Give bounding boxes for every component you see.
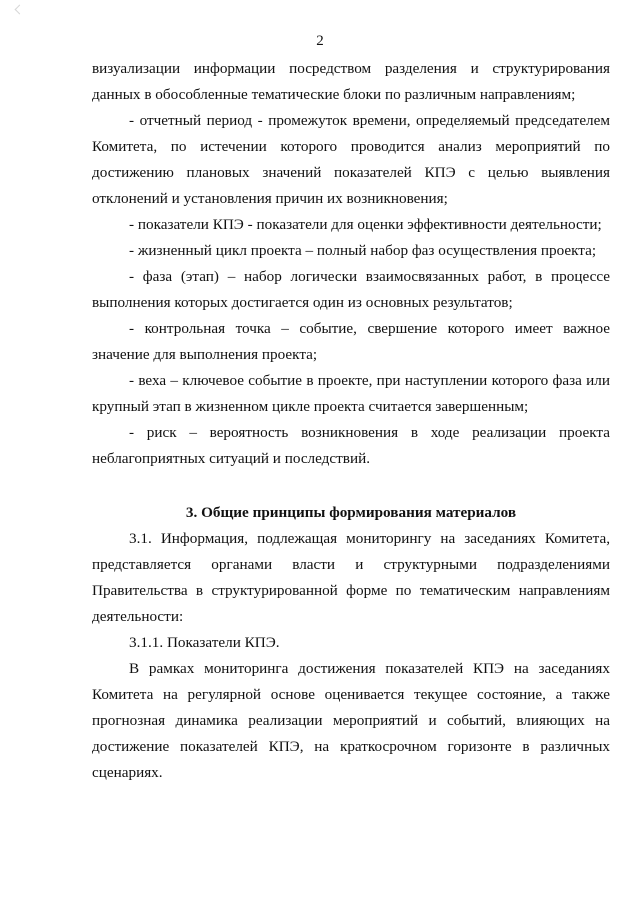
definition-kpi: - показатели КПЭ - показатели для оценки эффективности деятельности; (129, 216, 602, 233)
section-heading: 3. Общие принципы формирования материалов (185, 504, 517, 521)
document-body (92, 56, 610, 786)
definition-milestone: - веха – ключевое событие в проекте, при наступлении которого фаза или крупный этап в жизненном цикле проекта считается завершенным; (92, 372, 610, 415)
corner-mark-icon (15, 5, 25, 15)
paragraph-continuation: визуализации информации посредством разделения и структурирования данных в обособленные тематические блоки по различным направлениям; (92, 60, 610, 103)
paragraph-3-1: 3.1. Информация, подлежащая мониторингу на заседаниях Комитета, представляется органами власти и структурными подразделениями Правительства в структурированной форме по тематическим направлениям деятельности: (92, 530, 610, 625)
definition-reporting-period: - отчетный период - промежуток времени, определяемый председателем Комитета, по истечении которого проводится анализ мероприятий по достижению плановых значений показателей КПЭ с целью выявления отклонений и установления причин их возникновения; (92, 112, 610, 207)
definition-phase: - фаза (этап) – набор логически взаимосвязанных работ, в процессе выполнения которых достигается один из основных результатов; (92, 268, 610, 311)
definition-checkpoint: - контрольная точка – событие, свершение которого имеет важное значение для выполнения проекта; (92, 320, 610, 363)
definition-risk: - риск – вероятность возникновения в ходе реализации проекта неблагоприятных ситуаций и последствий. (92, 424, 610, 467)
paragraph-3-1-1: 3.1.1. Показатели КПЭ. (129, 634, 280, 651)
paragraph-kpi-monitoring: В рамках мониторинга достижения показателей КПЭ на заседаниях Комитета на регулярной основе оценивается текущее состояние, а также прогнозная динамика реализации мероприятий и событий, влияющих на достижение показателей КПЭ, на краткосрочном горизонте в различных сценариях. (92, 660, 610, 781)
page-number: 2 (316, 33, 324, 49)
definition-project-lifecycle: - жизненный цикл проекта – полный набор фаз осуществления проекта; (129, 242, 597, 259)
